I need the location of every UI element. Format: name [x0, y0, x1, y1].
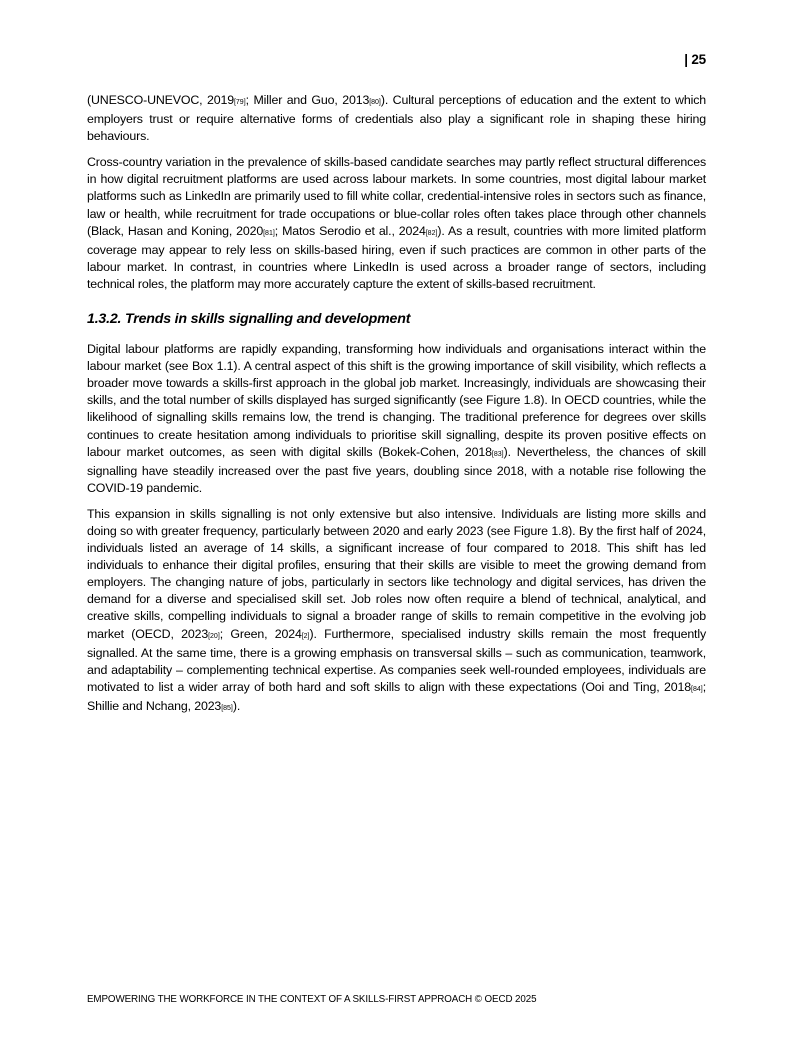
citation-reference: [85] — [221, 704, 233, 712]
section-heading: 1.3.2. Trends in skills signalling and development — [87, 311, 411, 328]
page-number: | 25 — [684, 52, 706, 67]
citation-reference: [82] — [425, 229, 438, 237]
citation-reference: [20] — [208, 632, 220, 640]
paragraph-digital-platforms: Digital labour platforms are rapidly expanding, transforming how individuals and organisations interact within the labour market (see Box 1.1). A central aspect of this shift is the growing importance of skill visibility, which reflects a broader move towards a skills-first approach in the global job market. Increasingly, individuals are showcasing their skills, and the total number of skills displayed has surged significantly (see Figure 1.8). In OECD countries, while the likelihood of signalling skills remains low, the trend is changing. The traditional preference for degrees over skills continues to create hesitation among individuals to prioritise skill signalling, despite its proven positive effects on labour market outcomes, as seen with digital skills (Bokek-Cohen, 2018[83]). Nevertheless, the chances of skill signalling have steadily increased over the past five years, doubling since 2018, with a notable rise following the COVID-19 pandemic. — [87, 342, 707, 495]
page-footer: EMPOWERING THE WORKFORCE IN THE CONTEXT OF A SKILLS-FIRST APPROACH © OECD 2025 — [87, 994, 537, 1005]
paragraph-credentials-culture: (UNESCO-UNEVOC, 2019[79]; Miller and Guo, 2013[80]). Cultural perceptions of education and the extent to which employers trust or require alternative forms of credentials also play a significant role in shaping these hiring behaviours. — [87, 93, 706, 144]
paragraph-cross-country-variation: Cross-country variation in the prevalence of skills-based candidate searches may partly reflect structural differences in how digital recruitment platforms are used across labour markets. In some countries, most digital labour market platforms such as LinkedIn are primarily used to fill white collar, credential-intensive roles in sectors such as finance, law or health, while recruitment for trade occupations or blue-collar roles often takes place through other channels (Black, Hasan and Koning, 2020[81]; Matos Serodio et al., 2024[82]). As a result, countries with more limited platform coverage may appear to rely less on skills-based hiring, even if such practices are common in other parts of the labour market. In contrast, in countries where LinkedIn is used across a broader range of sectors, including technical roles, the platform may more accurately capture the extent of skills-based recruitment. — [87, 155, 707, 291]
citation-reference: [83] — [491, 450, 504, 458]
paragraph-skills-expansion: This expansion in skills signalling is not only extensive but also intensive. Individuals are listing more skills and doing so with greater frequency, particularly between 2020 and early 2023 (see Figure 1.8). By the first half of 2024, individuals listed an average of 14 skills, a significant increase of four compared to 2018. This shift has led individuals to enhance their digital profiles, ensuring that their skills are visible to meet the growing demand from employers. The changing nature of jobs, particularly in sectors like technology and digital services, has driven the demand for a diverse and specialised skill set. Job roles now often require a blend of technical, analytical, and creative skills, compelling individuals to signal a broader range of skills to remain competitive in the evolving job market (OECD, 2023[20]; Green, 2024[2]). Furthermore, specialised industry skills remain the most frequently signalled. At the same time, there is a growing emphasis on transversal skills – such as communication, teamwork, and adaptability – complementing technical expertise. As companies seek well-rounded employees, individuals are motivated to list a wider array of both hard and soft skills to align with these expectations (Ooi and Ting, 2018[84]; Shillie and Nchang, 2023[85]). — [87, 506, 706, 713]
page-body — [87, 92, 706, 726]
citation-reference: [84] — [691, 685, 703, 693]
citation-reference: [2] — [301, 632, 310, 640]
citation-reference: [80] — [369, 99, 381, 106]
citation-reference: [81] — [263, 229, 275, 237]
citation-reference: [79] — [233, 99, 246, 106]
